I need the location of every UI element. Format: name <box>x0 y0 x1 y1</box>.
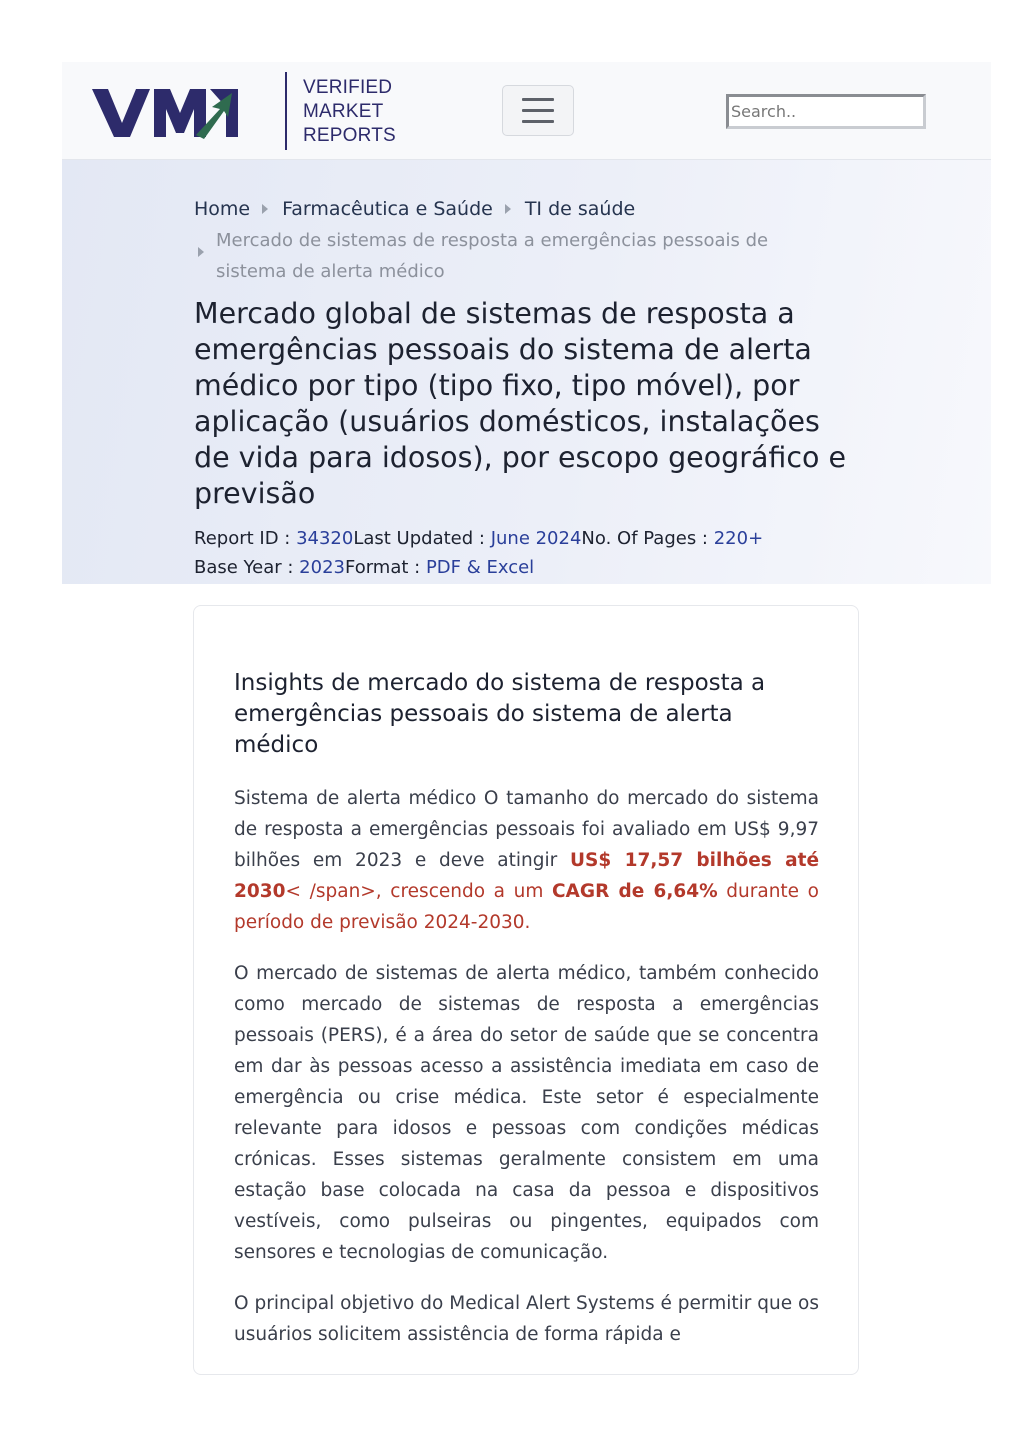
breadcrumb-separator-icon <box>198 247 204 257</box>
format-value: PDF & Excel <box>425 557 535 578</box>
breadcrumb-current: Mercado de sistemas de resposta a emergências pessoais de sistema de alerta médico <box>216 230 769 282</box>
report-hero <box>62 160 991 584</box>
last-updated-label: Last Updated : <box>353 528 491 549</box>
hamburger-icon-bar <box>522 109 554 112</box>
insights-title: Insights de mercado do sistema de resposta a emergências pessoais do sistema de alerta médico <box>234 670 766 758</box>
insights-paragraph-1 <box>234 783 819 938</box>
logo-wordmark <box>303 76 396 148</box>
insights-card <box>193 605 859 1375</box>
logo-line-verified: VERIFIED <box>303 77 393 98</box>
page-title: Mercado global de sistemas de resposta a emergências pessoais do sistema de alerta médico por tipo (tipo fixo, tipo móvel), por aplicação (usuários domésticos, instalações de vida para idosos), por escopo geográfico e previsão <box>194 297 847 510</box>
report-id-value: 34320 <box>296 528 354 549</box>
breadcrumb <box>194 194 834 287</box>
base-year-value: 2023 <box>299 557 345 578</box>
cagr-value: CAGR de 6,64% <box>551 881 718 902</box>
breadcrumb-home-link[interactable]: Home <box>194 198 251 220</box>
insights-paragraph-2: O mercado de sistemas de alerta médico, também conhecido como mercado de sistemas de resposta a emergências pessoais (PERS), é a área do setor de saúde que se concentra em dar às pessoas acesso a assistência imediata em caso de emergência ou crise médica. Este setor é especialmente relevante para idosos e pessoas com condições médicas crónicas. Esses sistemas geralmente consistem em uma estação base colocada na casa da pessoa e dispositivos vestíveis, como pulseiras ou pingentes, equipados com sensores e tecnologias de comunicação. <box>234 963 819 1263</box>
search-input[interactable] <box>726 94 926 129</box>
hamburger-icon-bar <box>522 120 554 123</box>
pages-label: No. Of Pages : <box>581 528 714 549</box>
breadcrumb-separator-icon <box>505 204 511 214</box>
logo[interactable] <box>92 72 396 152</box>
breadcrumb-separator-icon <box>262 204 268 214</box>
menu-toggle-button[interactable] <box>502 85 574 136</box>
site-header <box>62 62 991 160</box>
report-meta <box>194 524 763 582</box>
logo-divider <box>285 72 287 150</box>
breadcrumb-health-it-link[interactable]: TI de saúde <box>524 198 636 220</box>
base-year-label: Base Year : <box>194 557 300 578</box>
pages-value: 220+ <box>713 528 764 549</box>
hamburger-icon-bar <box>522 98 554 101</box>
insights-p1-text: Sistema de alerta médico O tamanho do mercado do sistema de resposta a emergências pessoais foi avaliado em US$ 9,97 bilhões em 2023 e deve atingir <box>234 788 819 871</box>
logo-line-reports: REPORTS <box>303 125 396 146</box>
format-label: Format : <box>344 557 426 578</box>
insights-paragraph-3: O principal objetivo do Medical Alert Systems é permitir que os usuários solicitem assistência de forma rápida e <box>234 1293 819 1345</box>
breadcrumb-pharma-link[interactable]: Farmacêutica e Saúde <box>282 198 493 220</box>
insights-p1-fragment: < /span>, crescendo a um <box>285 881 552 902</box>
report-id-label: Report ID : <box>194 528 297 549</box>
market-forecast-value: US$ 17,57 bilhões até 2030 <box>234 850 819 902</box>
logo-line-market: MARKET <box>303 101 384 122</box>
vmr-logo-icon <box>92 87 240 139</box>
forecast-period-text: durante o período de previsão 2024-2030. <box>234 881 819 933</box>
last-updated-value: June 2024 <box>490 528 582 549</box>
